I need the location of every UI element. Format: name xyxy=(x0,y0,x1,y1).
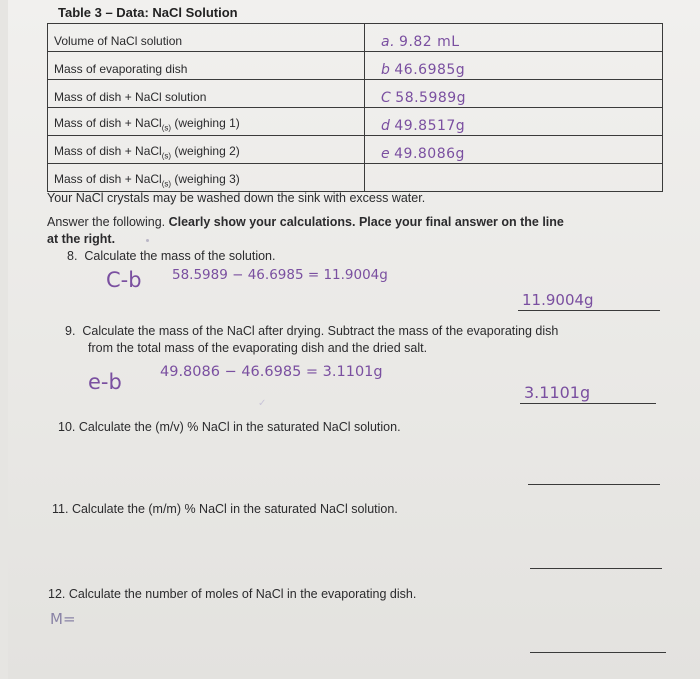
question-12: 12. Calculate the number of moles of NaCl in the evaporating dish. xyxy=(48,587,417,601)
row-label: Mass of dish + NaCl$_{(s)}$ (weighing 3) xyxy=(48,164,365,192)
answer-line xyxy=(530,568,662,569)
instructions-line1: Answer the following. Clearly show your calculations. Place your final answer on the line xyxy=(47,215,564,229)
q9-work-label: e-b xyxy=(88,370,122,394)
row-value xyxy=(365,164,663,192)
table-row xyxy=(48,24,663,52)
q12-work-label: M= xyxy=(50,610,76,628)
table-row xyxy=(48,136,663,164)
row-value: e 49.8086g xyxy=(365,136,663,164)
page-edge xyxy=(0,0,8,679)
answer-line xyxy=(530,652,666,653)
table-row xyxy=(48,52,663,80)
row-value: b 46.6985g xyxy=(365,52,663,80)
table-title: Table 3 – Data: NaCl Solution xyxy=(58,5,238,20)
pencil-mark: ✓ xyxy=(258,398,267,409)
question-8: 8. Calculate the mass of the solution. xyxy=(67,249,276,263)
instructions-line2: at the right. xyxy=(47,232,116,246)
question-10: 10. Calculate the (m/v) % NaCl in the saturated NaCl solution. xyxy=(58,420,401,434)
answer-line xyxy=(518,310,660,311)
table-row xyxy=(48,108,663,136)
table-row xyxy=(48,80,663,108)
answer-line xyxy=(528,484,660,485)
question-9-line1: 9. Calculate the mass of the NaCl after drying. Subtract the mass of the evaporating dish xyxy=(65,324,559,338)
question-9-line2: from the total mass of the evaporating dish and the dried salt. xyxy=(88,341,428,355)
pencil-dot xyxy=(146,239,149,242)
q9-answer: 3.1101g xyxy=(524,383,591,402)
row-value: d 49.8517g xyxy=(365,108,663,136)
row-value: a. 9.82 mL xyxy=(365,24,663,52)
question-11: 11. Calculate the (m/m) % NaCl in the saturated NaCl solution. xyxy=(52,502,398,516)
q8-answer: 11.9004g xyxy=(522,291,594,309)
answer-line xyxy=(520,403,656,404)
row-label: Mass of dish + NaCl$_{(s)}$ (weighing 2) xyxy=(48,136,365,164)
q8-work-label: C-b xyxy=(106,268,142,292)
q8-work: 58.5989 − 46.6985 = 11.9004g xyxy=(172,267,388,283)
row-label: Mass of dish + NaCl solution xyxy=(48,80,365,108)
row-label: Mass of evaporating dish xyxy=(48,52,365,80)
note-text: Your NaCl crystals may be washed down the sink with excess water. xyxy=(47,191,426,205)
table-row xyxy=(48,164,663,192)
data-table xyxy=(47,23,663,192)
row-label: Mass of dish + NaCl$_{(s)}$ (weighing 1) xyxy=(48,108,365,136)
row-label: Volume of NaCl solution xyxy=(48,24,365,52)
q9-work: 49.8086 − 46.6985 = 3.1101g xyxy=(160,364,383,380)
row-value: C 58.5989g xyxy=(365,80,663,108)
